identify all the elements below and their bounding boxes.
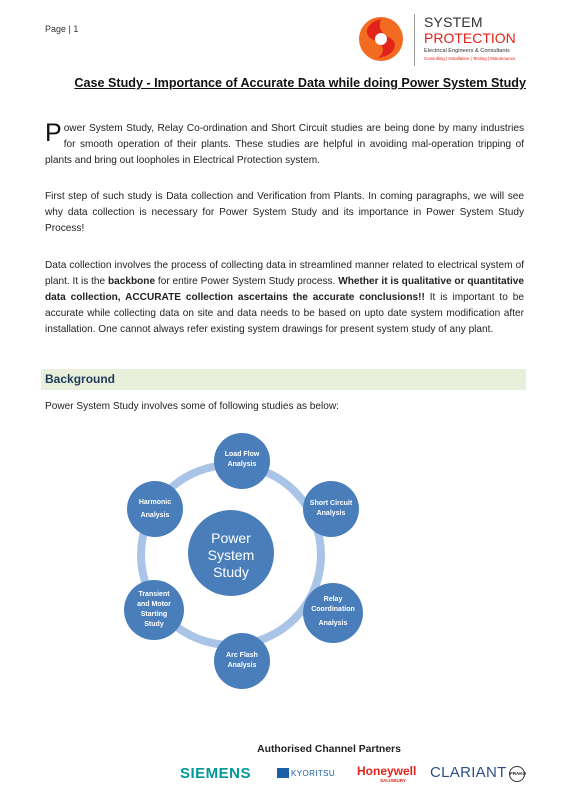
- diagram-node-arc-flash: [214, 633, 270, 689]
- kyoritsu-text: KYORITSU: [291, 769, 336, 778]
- center-line-2: System: [207, 547, 255, 563]
- node-label: Arc Flash: [226, 652, 258, 659]
- honeywell-logo: [357, 764, 417, 783]
- node-label: Short Circuit: [309, 500, 353, 507]
- section-heading: Background: [45, 372, 116, 386]
- node-label: Relay: [323, 596, 343, 603]
- node-label: Analysis: [318, 620, 348, 627]
- partners-heading: Authorised Channel Partners: [257, 744, 401, 755]
- p3-text-e: It is important to be accurate while collecting data on site and data needs to be based on upto date system modification after installation. One cannot always refer existing system drawings for present system study of any plant.: [45, 292, 524, 335]
- node-label: Analysis: [227, 461, 257, 468]
- p3-text-c: for entire Power System Study process.: [155, 276, 339, 287]
- logo-line-system: SYSTEM: [424, 14, 483, 30]
- paragraph-intro-text: ower System Study, Relay Co-ordination and Short Circuit studies are being done by many industries for smooth operation of their plants. These studies are helpful in avoiding mal-operation tripping of plants and bring out loopholes in Electrical Protection system.: [45, 123, 524, 166]
- node-label: Analysis: [227, 662, 257, 669]
- section-intro: Power System Study involves some of following studies as below:: [45, 401, 339, 412]
- node-label: Harmonic: [138, 499, 172, 506]
- diagram-node-load-flow: [214, 433, 270, 489]
- diagram-node-relay-coordination: [303, 583, 363, 643]
- node-label: Starting: [140, 611, 168, 618]
- p3-text-a: Data collection involves the process of collecting data in streamlined manner related to electrical system of plant. It is the: [45, 260, 524, 287]
- node-label: Load Flow: [224, 451, 260, 458]
- node-label: Transient: [138, 591, 170, 598]
- page-number: Page | 1: [45, 24, 79, 34]
- diagram-node-short-circuit: [303, 481, 359, 537]
- p3-bold-backbone: backbone: [107, 276, 156, 287]
- diagram-node-transient-motor: [124, 580, 184, 640]
- honeywell-text: Honeywell: [357, 764, 417, 778]
- diagram-center-node: [188, 510, 274, 596]
- siemens-logo: SIEMENS: [180, 765, 252, 782]
- node-label: Study: [144, 621, 164, 628]
- honeywell-subtext: SALISBURY: [380, 778, 406, 783]
- diagram-node-harmonic: [127, 481, 183, 537]
- center-line-3: Study: [213, 564, 249, 580]
- drop-cap: P: [45, 119, 62, 147]
- p3-bold-accurate: Whether it is qualitative or quantitative data collection, ACCURATE collection ascertains the accurate conclusions!!: [45, 276, 524, 303]
- node-label: Analysis: [316, 510, 346, 517]
- node-label: Coordination: [311, 606, 355, 613]
- center-line-1: Power: [211, 530, 251, 546]
- document-title: Case Study - Importance of Accurate Data while doing Power System Study: [74, 76, 526, 90]
- node-label: Analysis: [140, 512, 170, 519]
- paragraph-first-step: First step of such study is Data collection and Verification from Plants. In coming paragraphs, we will see why data collection is necessary for Power System Study and its importance in Power System Study Process!: [45, 191, 524, 234]
- logo-tagline: Electrical Engineers & Consultants: [424, 48, 510, 54]
- logo-services: Consulting | Installation | Testing | Maintenance: [424, 56, 516, 61]
- frako-logo: FRAKO: [509, 766, 525, 782]
- logo-line-protection: PROTECTION: [424, 30, 516, 46]
- kyoritsu-mark-icon: [277, 768, 289, 778]
- node-label: and Motor: [137, 601, 171, 608]
- clariant-logo: CLARIANT: [430, 764, 507, 781]
